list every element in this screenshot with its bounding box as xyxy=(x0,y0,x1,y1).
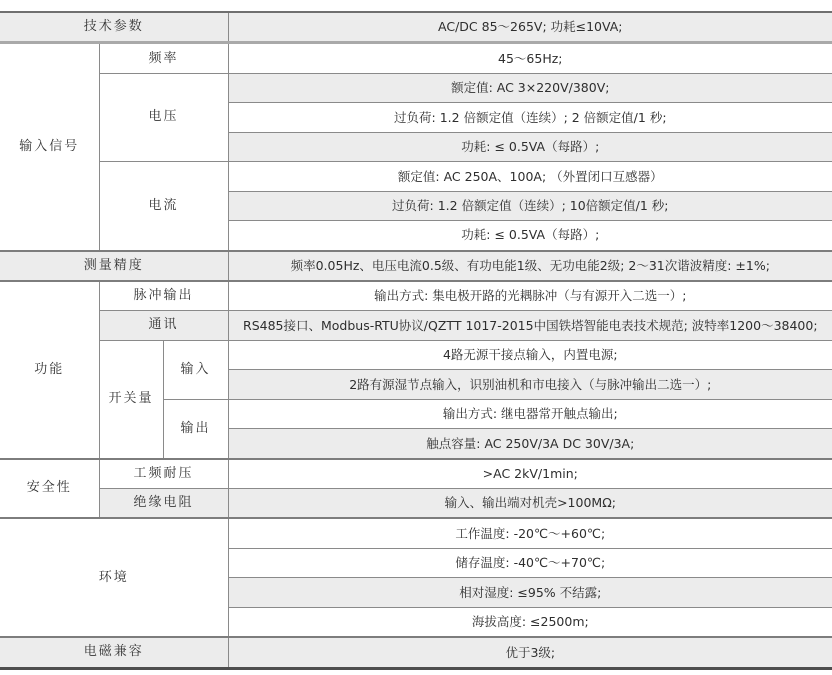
pulse-output-label: 脉冲输出 xyxy=(99,281,228,311)
emc-label: 电磁兼容 xyxy=(0,637,228,666)
accuracy-value: 频率0.05Hz、电压电流0.5级、有功电能1级、无功电能2级; 2～31次谐波精度: ±1%; xyxy=(228,251,832,281)
emc-value: 优于3级; xyxy=(228,637,832,666)
spec-table xyxy=(0,13,832,667)
digital-input-value-2: 2路有源湿节点输入，识别油机和市电接入（与脉冲输出二选一）; xyxy=(228,370,832,399)
voltage-overload-value: 过负荷: 1.2 倍额定值（连续）; 2 倍额定值/1 秒; xyxy=(228,103,832,132)
row-voltage-rated xyxy=(0,73,832,102)
row-withstand-voltage xyxy=(0,459,832,489)
tech-params-label: 技术参数 xyxy=(0,13,228,43)
input-signal-label: 输入信号 xyxy=(0,43,99,251)
spec-table-container xyxy=(0,11,832,670)
row-tech-params xyxy=(0,13,832,43)
insulation-resistance-label: 绝缘电阻 xyxy=(99,489,228,519)
row-communication xyxy=(0,311,832,340)
voltage-power-value: 功耗: ≤ 0.5VA（每路）; xyxy=(228,132,832,161)
digital-output-label: 输出 xyxy=(163,399,228,458)
voltage-label: 电压 xyxy=(99,73,228,161)
current-overload-value: 过负荷: 1.2 倍额定值（连续）; 10倍额定值/1 秒; xyxy=(228,191,832,220)
withstand-voltage-value: >AC 2kV/1min; xyxy=(228,459,832,489)
digital-input-label: 输入 xyxy=(163,340,228,399)
digital-input-value-1: 4路无源干接点输入，内置电源; xyxy=(228,340,832,369)
current-rated-value: 额定值: AC 250A、100A; （外置闭口互感器） xyxy=(228,162,832,191)
accuracy-label: 测量精度 xyxy=(0,251,228,281)
row-accuracy xyxy=(0,251,832,281)
withstand-voltage-label: 工频耐压 xyxy=(99,459,228,489)
communication-label: 通讯 xyxy=(99,311,228,340)
env-altitude-value: 海拔高度: ≤2500m; xyxy=(228,607,832,637)
row-emc xyxy=(0,637,832,666)
row-digital-input-1 xyxy=(0,340,832,369)
current-label: 电流 xyxy=(99,162,228,251)
digital-output-value-2: 触点容量: AC 250V/3A DC 30V/3A; xyxy=(228,429,832,459)
page xyxy=(0,11,832,675)
function-label: 功能 xyxy=(0,281,99,459)
insulation-resistance-value: 输入、输出端对机壳>100MΩ; xyxy=(228,489,832,519)
switch-quantity-label: 开关量 xyxy=(99,340,163,458)
row-pulse-output xyxy=(0,281,832,311)
pulse-output-value: 输出方式: 集电极开路的光耦脉冲（与有源开入二选一）; xyxy=(228,281,832,311)
env-work-temp-value: 工作温度: -20℃～+60℃; xyxy=(228,518,832,548)
frequency-value: 45～65Hz; xyxy=(228,43,832,73)
communication-value: RS485接口、Modbus-RTU协议/QZTT 1017-2015中国铁塔智能电表技术规范; 波特率1200～38400; xyxy=(228,311,832,340)
row-env-work-temp xyxy=(0,518,832,548)
env-humidity-value: 相对湿度: ≤95% 不结露; xyxy=(228,578,832,607)
frequency-label: 频率 xyxy=(99,43,228,73)
tech-params-value: AC/DC 85～265V; 功耗≤10VA; xyxy=(228,13,832,43)
environment-label: 环境 xyxy=(0,518,228,637)
current-power-value: 功耗: ≤ 0.5VA（每路）; xyxy=(228,221,832,251)
env-storage-temp-value: 储存温度: -40℃～+70℃; xyxy=(228,548,832,577)
row-insulation-resistance xyxy=(0,489,832,519)
row-frequency xyxy=(0,43,832,73)
safety-label: 安全性 xyxy=(0,459,99,519)
voltage-rated-value: 额定值: AC 3×220V/380V; xyxy=(228,73,832,102)
digital-output-value-1: 输出方式: 继电器常开触点输出; xyxy=(228,399,832,428)
row-current-rated xyxy=(0,162,832,191)
